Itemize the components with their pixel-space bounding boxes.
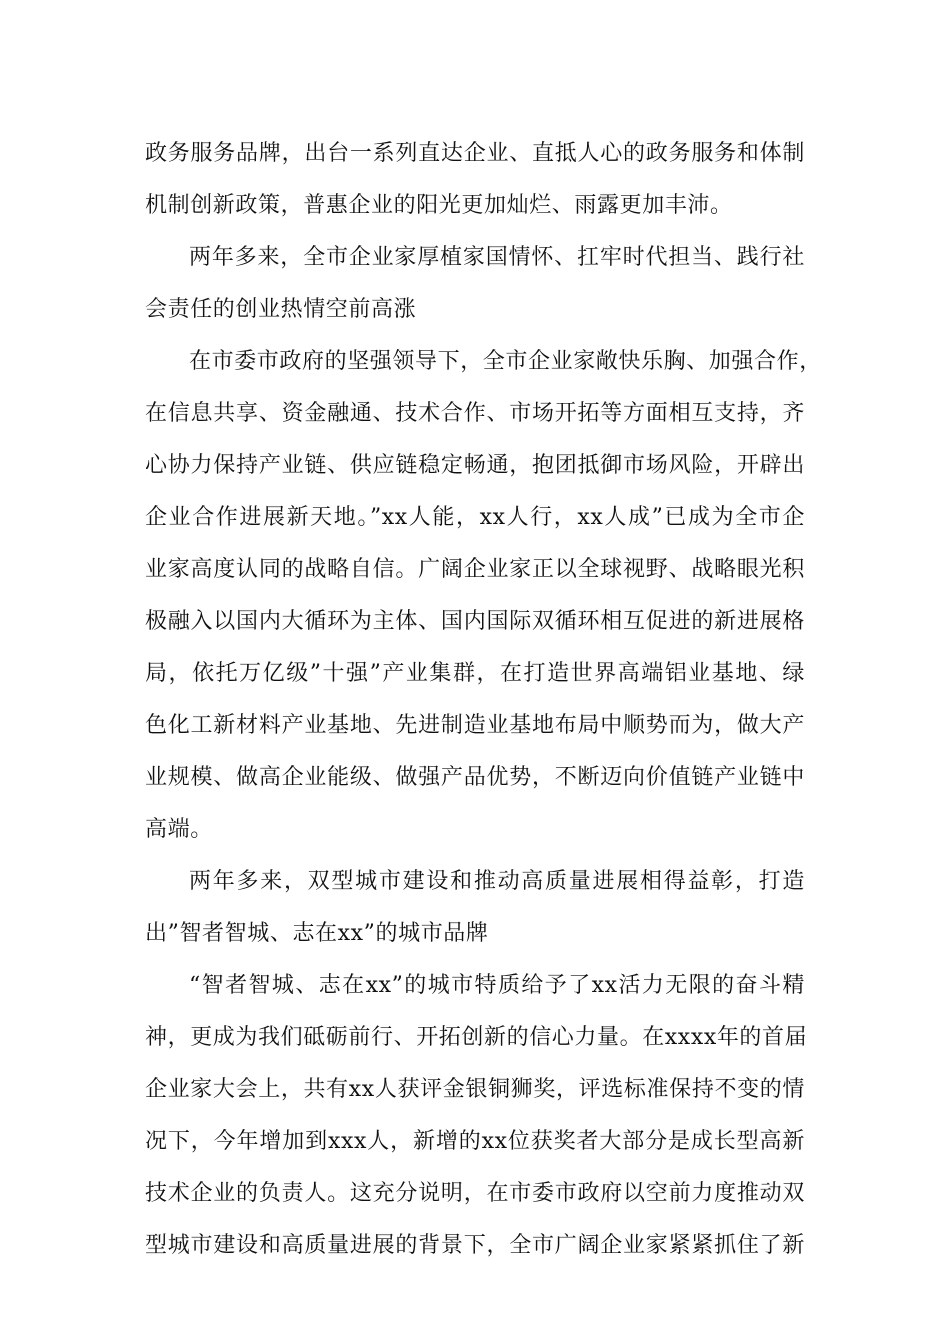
text-line: 两年多来，全市企业家厚植家国情怀、扛牢时代担当、践行社 — [189, 245, 805, 270]
text-line: 业家高度认同的战略自信。广阔企业家正以全球视野、战略眼光积 — [145, 557, 805, 582]
paragraph-4-heading — [145, 856, 805, 960]
text-line: 极融入以国内大循环为主体、国内国际双循环相互促进的新进展格 — [145, 609, 805, 634]
text-line: 况下，今年增加到xxx人，新增的xx位获奖者大部分是成长型高新 — [145, 1129, 805, 1154]
document-body — [145, 128, 822, 1272]
text-line: 高端。 — [145, 817, 213, 842]
paragraph-3 — [145, 336, 822, 856]
text-line: 技术企业的负责人。这充分说明，在市委市政府以空前力度推动双 — [145, 1181, 805, 1206]
text-line: 两年多来，双型城市建设和推动高质量进展相得益彰，打造 — [189, 869, 805, 894]
text-line: 色化工新材料产业基地、先进制造业基地布局中顺势而为，做大产 — [145, 713, 805, 738]
text-line: 型城市建设和高质量进展的背景下，全市广阔企业家紧紧抓住了新 — [145, 1233, 805, 1258]
text-line: 政务服务品牌，出台一系列直达企业、直抵人心的政务服务和体制 — [145, 141, 805, 166]
text-line: 机制创新政策，普惠企业的阳光更加灿烂、雨露更加丰沛。 — [145, 193, 733, 218]
text-line: 在市委市政府的坚强领导下，全市企业家敞快乐胸、加强合作， — [189, 349, 822, 374]
text-line: 企业合作进展新天地。”xx人能，xx人行，xx人成”已成为全市企 — [145, 505, 805, 530]
text-line: 出”智者智城、志在xx”的城市品牌 — [145, 921, 489, 946]
paragraph-1 — [145, 128, 805, 232]
text-line: 会责任的创业热情空前高涨 — [145, 297, 417, 322]
text-line: 神，更成为我们砥砺前行、开拓创新的信心力量。在xxxx年的首届 — [145, 1025, 808, 1050]
text-line: 在信息共享、资金融通、技术合作、市场开拓等方面相互支持，齐 — [145, 401, 805, 426]
text-line: 企业家大会上，共有xx人获评金银铜狮奖，评选标准保持不变的情 — [145, 1077, 805, 1102]
text-line: “智者智城、志在xx”的城市特质给予了xx活力无限的奋斗精 — [189, 973, 805, 998]
paragraph-5 — [145, 960, 808, 1272]
text-line: 局，依托万亿级”十强”产业集群，在打造世界高端铝业基地、绿 — [145, 661, 805, 686]
text-line: 心协力保持产业链、供应链稳定畅通，抱团抵御市场风险，开辟出 — [145, 453, 805, 478]
paragraph-2-heading — [145, 232, 805, 336]
text-line: 业规模、做高企业能级、做强产品优势，不断迈向价值链产业链中 — [145, 765, 805, 790]
